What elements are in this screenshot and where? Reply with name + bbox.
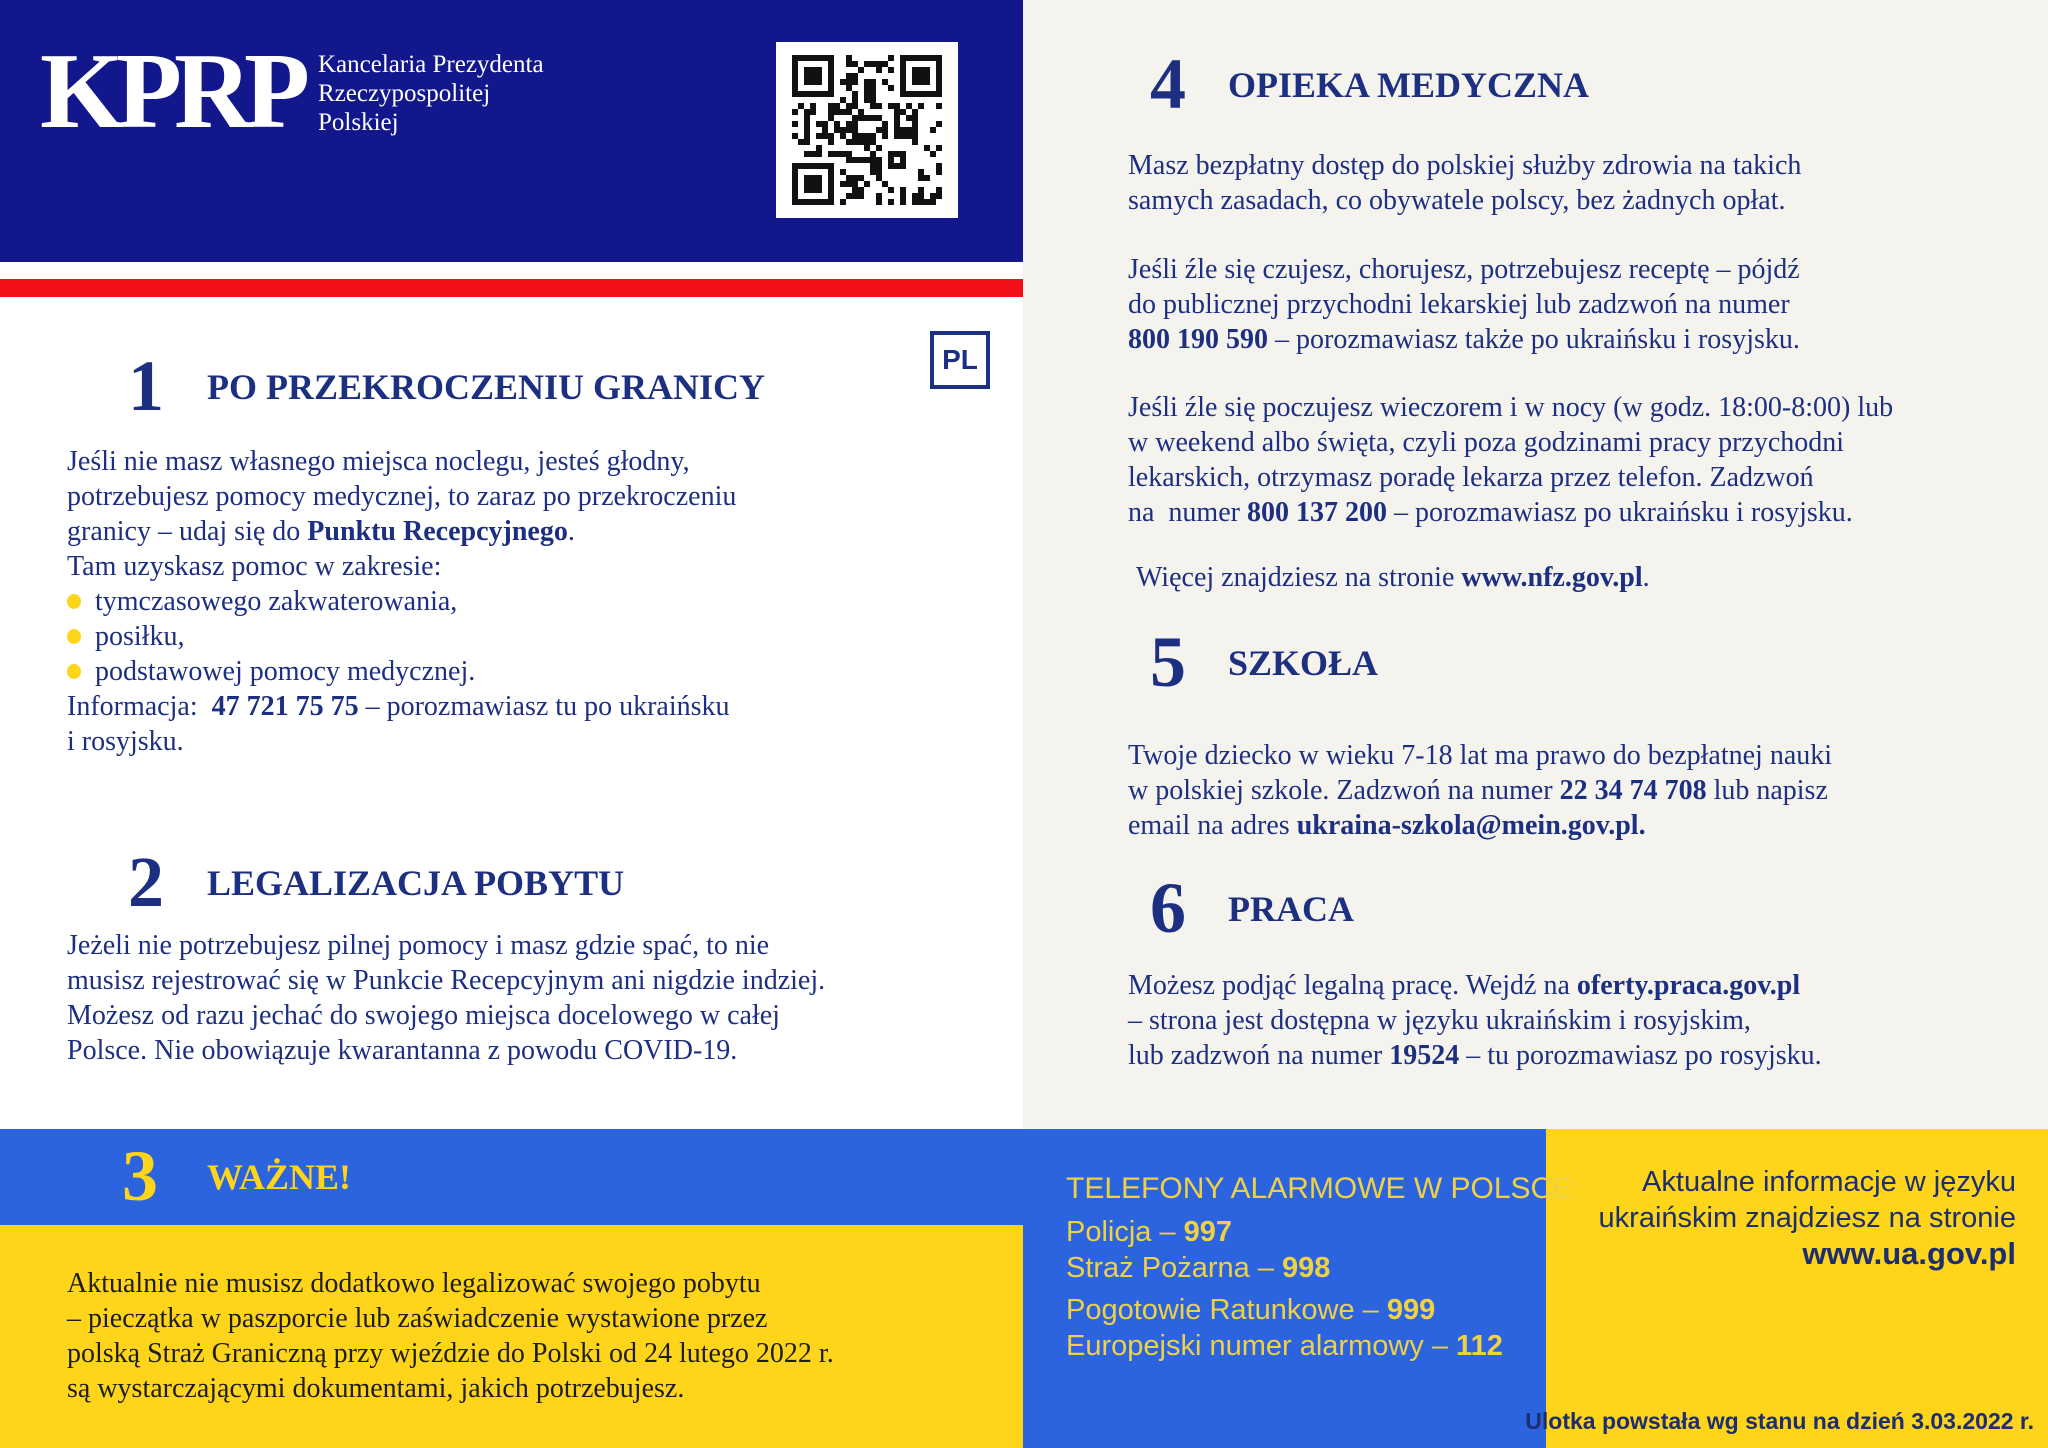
- org-name-line: Polskiej: [318, 109, 399, 136]
- phone-number: 997: [1183, 1216, 1233, 1248]
- phone-number: 112: [1456, 1330, 1503, 1362]
- section-5-title: SZKOŁA: [1228, 643, 1379, 683]
- section-4-paragraph-2: Jeśli źle się czujesz, chorujesz, potrzebujesz receptę – pójdź do publicznej przychodni lekarskiej lub zadzwoń na numer 800 190 590 – porozmawiasz także po ukraińsku i rosyjsku.: [1128, 254, 1800, 355]
- bullet-dot-icon: [67, 664, 81, 679]
- info-website: www.ua.gov.pl: [1802, 1236, 2016, 1271]
- section-6-paragraph: Możesz podjąć legalną pracę. Wejdź na oferty.praca.gov.pl – strona jest dostępna w języku ukraińskim i rosyjskim, lub zadzwoń na numer 19524 – tu porozmawiasz po rosyjsku.: [1128, 970, 1822, 1071]
- header: [0, 0, 1023, 262]
- emergency-phone-item: Europejski numer alarmowy – 112: [1066, 1330, 1503, 1362]
- phone-number: 998: [1282, 1252, 1331, 1284]
- section-4-paragraph-3: Jeśli źle się poczujesz wieczorem i w nocy (w godz. 18:00-8:00) lub w weekend albo święta, czyli poza godzinami pracy przychodni lekarskich, otrzymasz poradę lekarza przez telefon. Zadzwoń na numer 800 137 200 – porozmawiasz po ukraińsku i rosyjsku.: [1128, 392, 1894, 528]
- flag-stripe-red: [0, 279, 1023, 297]
- bullet-dot-icon: [67, 629, 81, 644]
- section-1-number: 1: [128, 346, 164, 426]
- section-6-number: 6: [1150, 868, 1186, 948]
- emergency-phones-heading: TELEFONY ALARMOWE W POLSCE:: [1066, 1172, 1581, 1205]
- emergency-phone-item: Straż Pożarna – 998: [1066, 1252, 1331, 1284]
- kprp-logo: KPRP: [40, 32, 302, 151]
- bullet-dot-icon: [67, 594, 81, 609]
- section-4-paragraph-4: Więcej znajdziesz na stronie www.nfz.gov.pl.: [1136, 562, 1650, 593]
- emergency-phone-item: Policja – 997: [1066, 1216, 1233, 1248]
- emergency-phone-item: Pogotowie Ratunkowe – 999: [1066, 1294, 1436, 1326]
- qr-code-pattern: [792, 55, 942, 205]
- section-1-paragraph: Jeśli nie masz własnego miejsca noclegu, jesteś głodny, potrzebujesz pomocy medycznej, to zaraz po przekroczeniu granicy – udaj się do Punktu Recepcyjnego. Tam uzyskasz pomoc w zakresie: tymczasowego zakwaterowania, posiłku, podstawowej pomocy medycznej. Informacja: 47 721 75 75 – porozmawiasz tu po ukraińsku i rosyjsku.: [67, 446, 737, 757]
- language-badge: PL: [930, 331, 990, 389]
- section-5-number: 5: [1150, 622, 1186, 702]
- org-name-line: Rzeczypospolitej: [318, 80, 491, 107]
- section-2-paragraph: Jeżeli nie potrzebujesz pilnej pomocy i masz gdzie spać, to nie musisz rejestrować się w Punkcie Recepcyjnym ani nigdzie indziej. Możesz od razu jechać do swojego miejsca docelowego w całej Polsce. Nie obowiązuje kwarantanna z powodu COVID-19.: [67, 930, 826, 1066]
- emergency-phones-list: [1066, 1214, 1503, 1364]
- section-2-title: LEGALIZACJA POBYTU: [207, 863, 625, 903]
- section-3-title: WAŻNE!: [207, 1157, 352, 1197]
- section-4-paragraph-1: Masz bezpłatny dostęp do polskiej służby zdrowia na takich samych zasadach, co obywatele polscy, bez żadnych opłat.: [1128, 150, 1802, 216]
- flag-stripe-white: [0, 262, 1023, 279]
- section-6-title: PRACA: [1228, 889, 1354, 929]
- section-1-title: PO PRZEKROCZENIU GRANICY: [207, 367, 766, 407]
- ukrainian-info-note: [1599, 1164, 2016, 1272]
- qr-code: [776, 42, 958, 218]
- leaflet-date-note: Ulotka powstała wg stanu na dzień 3.03.2022 r.: [1525, 1408, 2034, 1434]
- section-4-number: 4: [1150, 44, 1186, 124]
- section-3-number: 3: [122, 1136, 158, 1216]
- section-4-title: OPIEKA MEDYCZNA: [1228, 65, 1590, 105]
- info-line: ukraińskim znajdziesz na stronie: [1598, 1202, 2016, 1234]
- info-line: Aktualne informacje w języku: [1642, 1166, 2016, 1198]
- section-3-paragraph: Aktualnie nie musisz dodatkowo legalizować swojego pobytu – pieczątka w paszporcie lub zaświadczenie wystawione przez polską Straż Graniczną przy wjeździe do Polski od 24 lutego 2022 r. są wystarczającymi dokumentami, jakich potrzebujesz.: [67, 1268, 834, 1404]
- section-2-number: 2: [128, 842, 164, 922]
- section-5-paragraph: Twoje dziecko w wieku 7-18 lat ma prawo do bezpłatnej nauki w polskiej szkole. Zadzwoń na numer 22 34 74 708 lub napisz email na adres ukraina-szkola@mein.gov.pl.: [1128, 740, 1833, 841]
- org-name: [318, 50, 544, 137]
- org-name-line: Kancelaria Prezydenta: [318, 51, 544, 78]
- phone-number: 999: [1386, 1294, 1436, 1326]
